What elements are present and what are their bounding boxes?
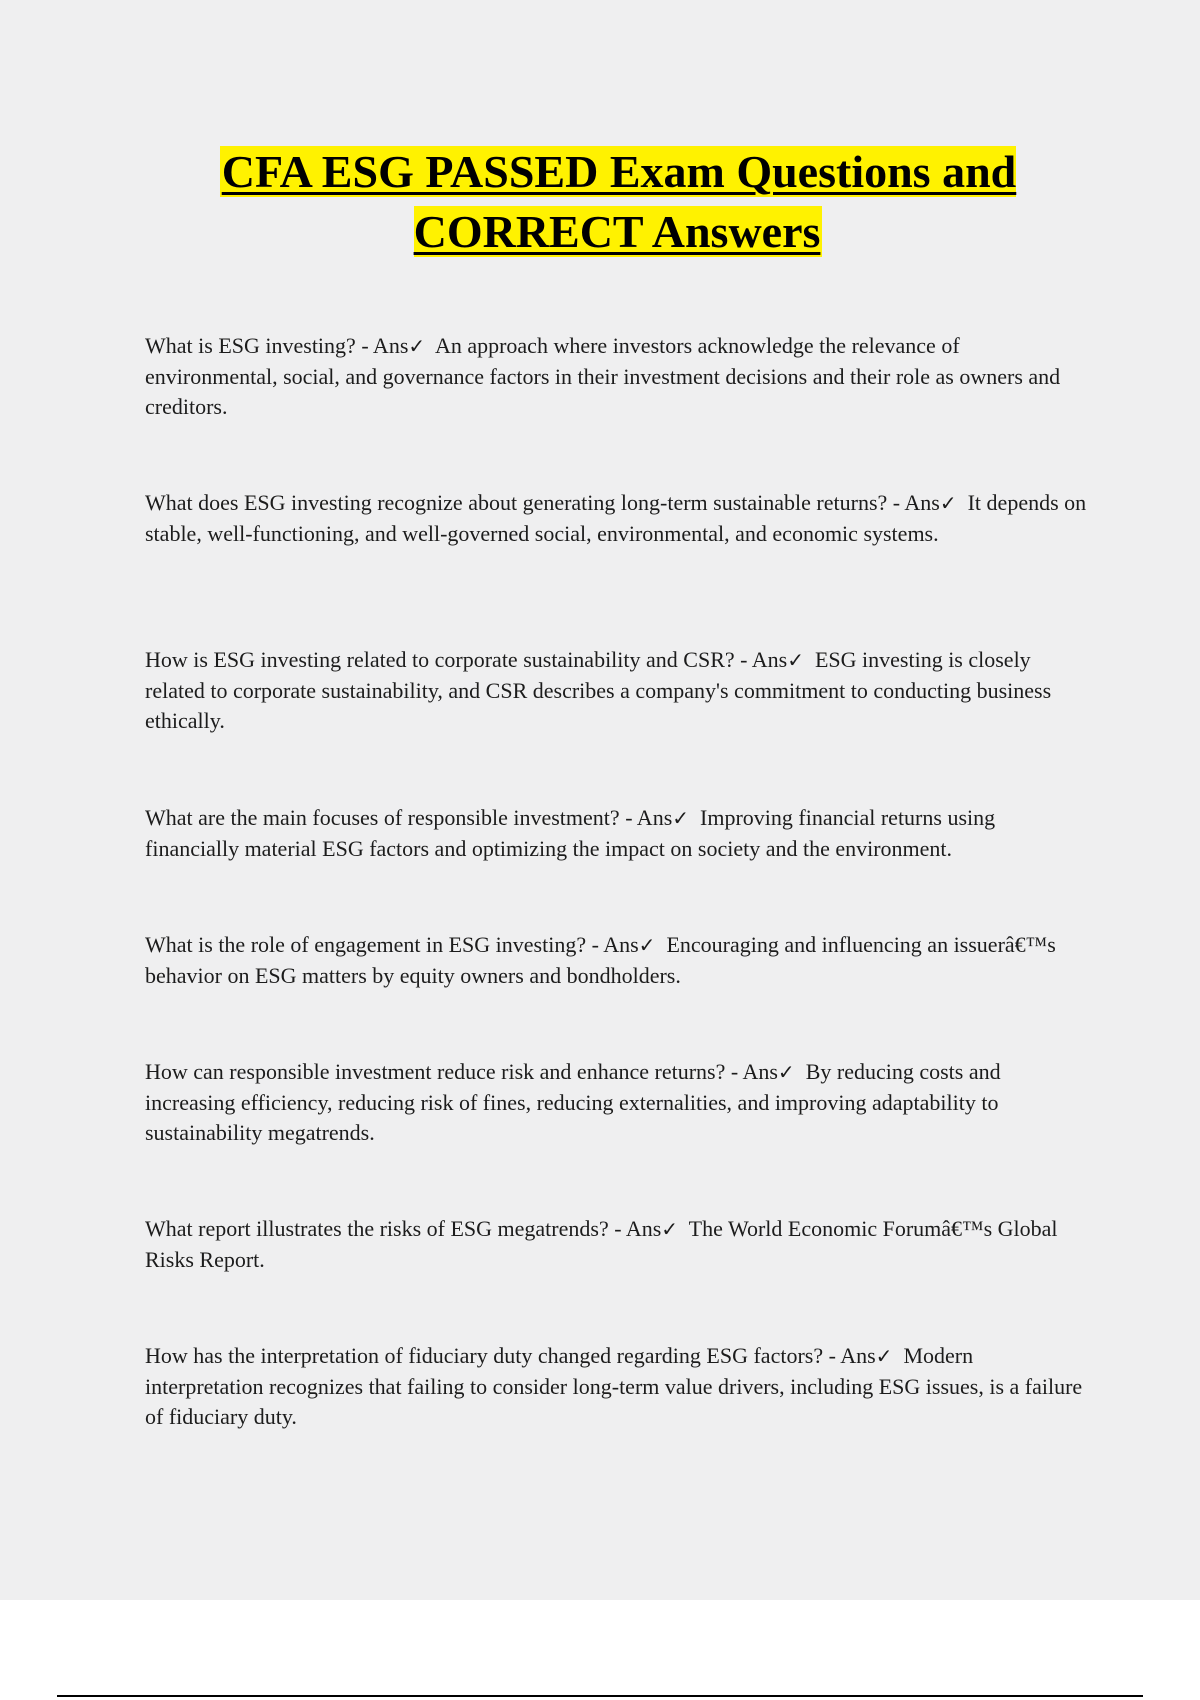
question-text: What is ESG investing? [145,333,356,358]
qa-item [145,488,1090,549]
answer-text: The World Economic Forumâ€™s Global Risks Report. [145,1216,1058,1272]
qa-item [145,331,1090,423]
qa-item [145,1214,1090,1275]
answer-text: An approach where investors acknowledge the relevance of environmental, social, and governance factors in their investment decisions and their role as owners and creditors. [145,333,1061,419]
qa-item [145,1341,1090,1433]
checkmark-icon: ✓ [939,491,957,515]
answer-text: ESG investing is closely related to corporate sustainability, and CSR describes a company's commitment to conducting business ethically. [145,647,1052,733]
answer-marker: - Ans [892,490,940,515]
qa-item [145,645,1090,737]
question-text: How is ESG investing related to corporate sustainability and CSR? [145,647,735,672]
question-text: What report illustrates the risks of ESG megatrends? [145,1216,609,1241]
question-text: What is the role of engagement in ESG investing? [145,932,587,957]
answer-marker: - Ans [625,805,673,830]
checkmark-icon: ✓ [408,334,426,358]
checkmark-icon: ✓ [787,648,804,672]
checkmark-icon: ✓ [777,1060,795,1084]
question-text: What are the main focuses of responsible investment? [145,805,620,830]
checkmark-icon: ✓ [638,933,656,957]
checkmark-icon: ✓ [672,806,690,830]
page-title-text: CFA ESG PASSED Exam Questions and CORRECT Answers [221,146,1017,257]
question-text: What does ESG investing recognize about generating long-term sustainable returns? [145,490,888,515]
answer-marker: - Ans [591,932,639,957]
page-title [150,142,1086,262]
answer-marker: - Ans [361,333,409,358]
answer-text: Modern interpretation recognizes that failing to consider long-term value drivers, including ESG issues, is a failure of fiduciary duty. [145,1343,1083,1429]
checkmark-icon: ✓ [875,1344,893,1368]
qa-item [145,803,1090,864]
answer-marker: - Ans [828,1343,876,1368]
answer-text: By reducing costs and increasing efficiency, reducing risk of fines, reducing externalities, and improving adaptability to sustainability megatrends. [145,1059,1001,1145]
answer-marker: - Ans [614,1216,662,1241]
question-text: How can responsible investment reduce risk and enhance returns? [145,1059,726,1084]
answer-marker: - Ans [740,647,788,672]
answer-marker: - Ans [730,1059,778,1084]
answer-text: Encouraging and influencing an issuerâ€™s behavior on ESG matters by equity owners and bondholders. [145,932,1056,988]
qa-item [145,1057,1090,1149]
checkmark-icon: ✓ [661,1217,679,1241]
page-divider [57,1695,1143,1697]
answer-text: Improving financial returns using financially material ESG factors and optimizing the impact on society and the environment. [145,805,996,861]
answer-text: It depends on stable, well-functioning, and well-governed social, environmental, and economic systems. [145,490,1087,546]
question-text: How has the interpretation of fiduciary duty changed regarding ESG factors? [145,1343,824,1368]
qa-item [145,930,1090,991]
